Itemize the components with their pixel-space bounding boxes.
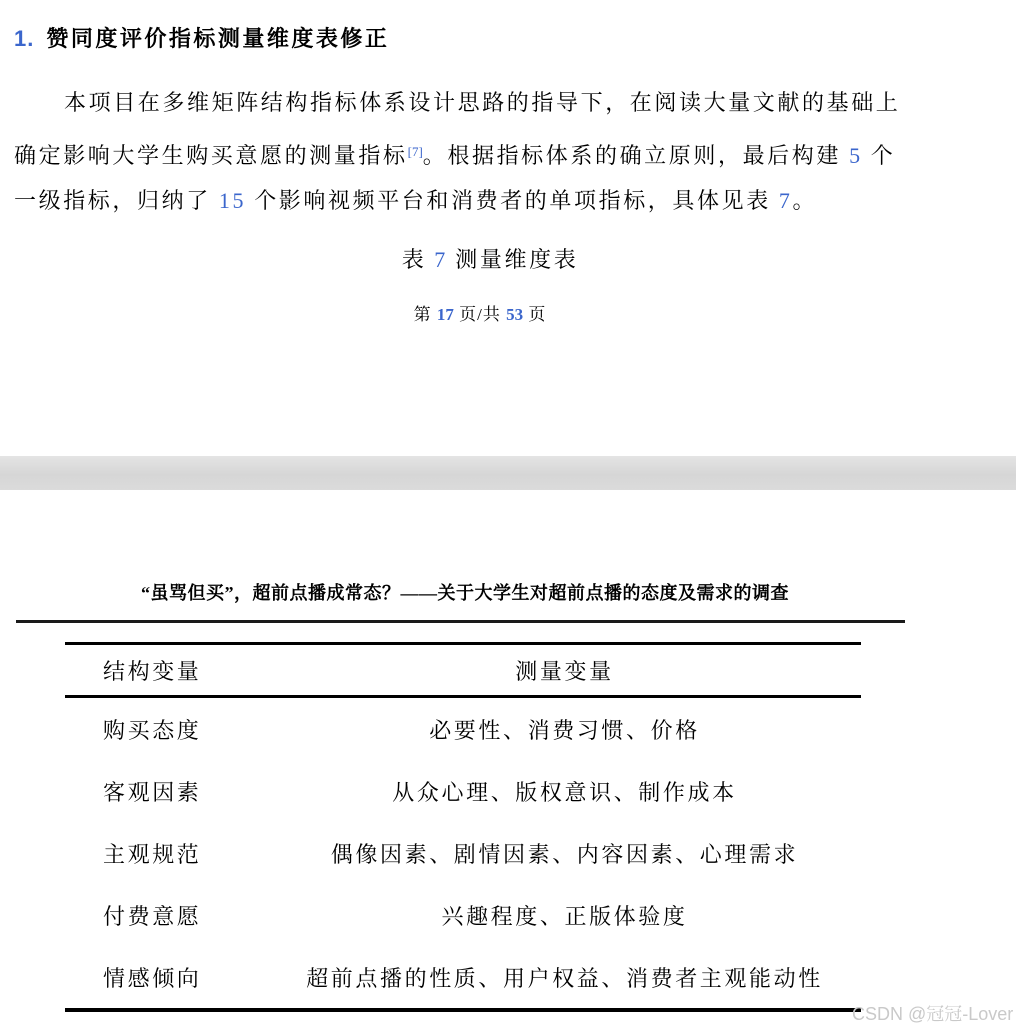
row-label: 付费意愿 — [103, 903, 202, 929]
table-caption-number: 7 — [434, 247, 446, 272]
paragraph-line-2-text-a: 确定影响大学生购买意愿的测量指标 — [14, 143, 408, 168]
paragraph-line-3-text-c: 。 — [792, 188, 818, 213]
page-footer-text-a: 第 — [413, 305, 437, 324]
table-row — [65, 946, 861, 1008]
current-page-number: 17 — [436, 305, 454, 324]
row-value: 必要性、消费习惯、价格 — [429, 717, 700, 743]
table-row — [65, 822, 861, 884]
paragraph-line-2 — [14, 139, 895, 169]
measurement-table — [65, 642, 861, 1012]
table-caption-title: 测量维度表 — [455, 247, 579, 272]
table-caption — [0, 243, 980, 274]
citation-superscript: [7] — [407, 144, 423, 159]
section-heading-number: 1. — [14, 26, 35, 51]
paragraph-line-3 — [14, 188, 817, 214]
page-footer-text-c: 页 — [523, 305, 547, 324]
header-rule — [16, 620, 905, 623]
table-row — [65, 884, 861, 946]
row-value: 偶像因素、剧情因素、内容因素、心理需求 — [330, 841, 799, 867]
paragraph-line-1: 本项目在多维矩阵结构指标体系设计思路的指导下，在阅读大量文献的基础上 — [64, 90, 901, 115]
paragraph-line-3-number-2: 7 — [778, 188, 793, 213]
row-label: 购买态度 — [103, 717, 202, 743]
row-label: 主观规范 — [103, 841, 202, 867]
row-label: 客观因素 — [103, 779, 202, 805]
row-value: 超前点播的性质、用户权益、消费者主观能动性 — [306, 965, 823, 991]
row-value: 从众心理、版权意识、制作成本 — [392, 779, 737, 805]
column-header-structure-variable: 结构变量 — [103, 658, 202, 684]
row-label: 情感倾向 — [103, 965, 202, 991]
paragraph-line-2-number: 5 — [849, 143, 863, 168]
section-heading — [14, 22, 389, 53]
section-heading-text: 赞同度评价指标测量维度表修正 — [46, 26, 390, 51]
page-footer-text-b: 页/共 — [453, 305, 507, 324]
row-value: 兴趣程度、正版体验度 — [441, 903, 688, 929]
paragraph-line-2-text-c: 个 — [862, 143, 896, 168]
column-header-measure-variable: 测量变量 — [515, 658, 614, 684]
table-header-row — [65, 645, 861, 698]
table-row — [65, 760, 861, 822]
csdn-watermark: CSDN @冠冠-Lover — [852, 1004, 1014, 1024]
total-page-number: 53 — [506, 305, 524, 324]
page-break-separator — [0, 456, 1016, 490]
paragraph-line-3-text-b: 个影响视频平台和消费者的单项指标，具体见表 — [246, 188, 779, 213]
paragraph-line-2-text-b: 。根据指标体系的确立原则，最后构建 — [422, 143, 850, 168]
table-row — [65, 698, 861, 760]
document-title: “虽骂但买”，超前点播成常态？——关于大学生对超前点播的态度及需求的调查 — [141, 583, 789, 603]
paragraph-line-3-number-1: 15 — [218, 188, 247, 213]
page-number-footer — [0, 300, 960, 325]
paragraph-line-3-text-a: 一级指标，归纳了 — [14, 188, 219, 213]
table-caption-prefix: 表 — [401, 247, 427, 272]
